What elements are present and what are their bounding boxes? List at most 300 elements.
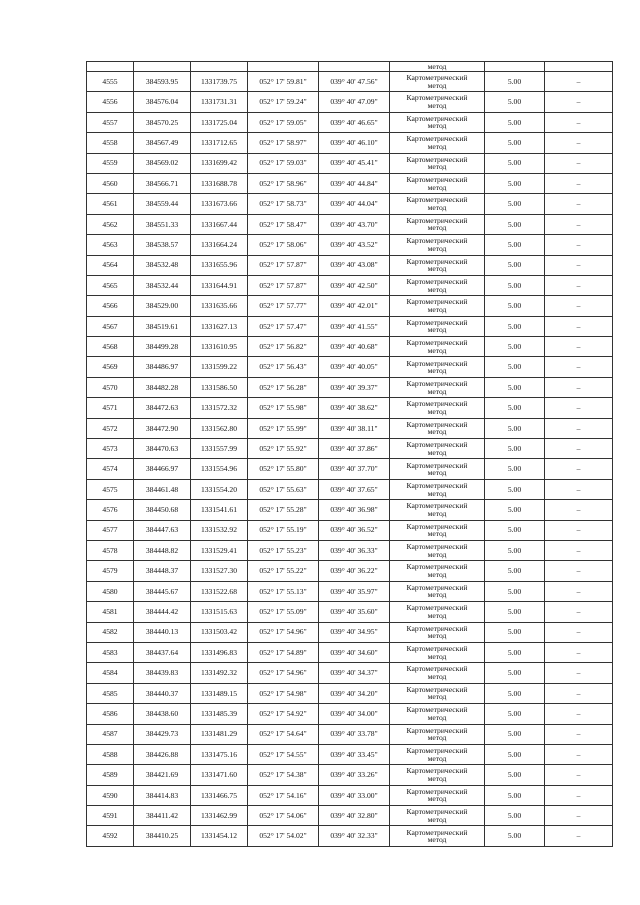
longitude-cell: 039° 40' 44.04" bbox=[319, 194, 390, 214]
method-text: метод bbox=[427, 488, 447, 498]
latitude-cell: 052° 17' 54.16" bbox=[248, 785, 319, 805]
method-text: Картометрический bbox=[406, 582, 468, 592]
y-coordinate-cell: 1331731.31 bbox=[191, 92, 248, 112]
longitude-cell: 039° 40' 36.52" bbox=[319, 520, 390, 540]
point-number-cell: 4578 bbox=[87, 540, 134, 560]
method-text: Картометрический bbox=[406, 338, 468, 348]
method-cell bbox=[390, 479, 485, 499]
dash-cell: – bbox=[545, 724, 613, 744]
method-text: метод bbox=[427, 223, 447, 233]
accuracy-cell: 5.00 bbox=[485, 214, 545, 234]
latitude-cell: 052° 17' 57.77" bbox=[248, 296, 319, 316]
method-text: метод bbox=[427, 692, 447, 702]
method-text: метод bbox=[427, 672, 447, 682]
latitude-cell: 052° 17' 55.22" bbox=[248, 561, 319, 581]
y-coordinate-cell: 1331496.83 bbox=[191, 642, 248, 662]
table-row bbox=[87, 459, 613, 479]
accuracy-cell: 5.00 bbox=[485, 377, 545, 397]
method-text: метод bbox=[427, 101, 447, 111]
latitude-cell: 052° 17' 59.03" bbox=[248, 153, 319, 173]
longitude-cell: 039° 40' 36.98" bbox=[319, 500, 390, 520]
longitude-cell: 039° 40' 34.60" bbox=[319, 642, 390, 662]
point-number-cell: 4581 bbox=[87, 602, 134, 622]
accuracy-cell: 5.00 bbox=[485, 153, 545, 173]
point-number-cell: 4591 bbox=[87, 806, 134, 826]
point-number-cell: 4555 bbox=[87, 72, 134, 92]
method-text: метод bbox=[427, 80, 447, 90]
method-text: Картометрический bbox=[406, 175, 468, 185]
x-coordinate-cell: 384438.60 bbox=[134, 704, 191, 724]
method-cell bbox=[390, 398, 485, 418]
accuracy-cell: 5.00 bbox=[485, 642, 545, 662]
longitude-cell: 039° 40' 47.56" bbox=[319, 72, 390, 92]
accuracy-cell: 5.00 bbox=[485, 683, 545, 703]
dash-cell: – bbox=[545, 418, 613, 438]
longitude-cell: 039° 40' 38.62" bbox=[319, 398, 390, 418]
method-text: метод bbox=[427, 753, 447, 763]
y-coordinate-cell: 1331655.96 bbox=[191, 255, 248, 275]
latitude-cell: 052° 17' 58.47" bbox=[248, 214, 319, 234]
method-text: Картометрический bbox=[406, 378, 468, 388]
coordinates-table bbox=[86, 61, 613, 847]
y-coordinate-cell: 1331572.32 bbox=[191, 398, 248, 418]
cell-empty bbox=[191, 62, 248, 72]
latitude-cell: 052° 17' 55.23" bbox=[248, 540, 319, 560]
longitude-cell: 039° 40' 47.09" bbox=[319, 92, 390, 112]
y-coordinate-cell: 1331454.12 bbox=[191, 826, 248, 846]
x-coordinate-cell: 384450.68 bbox=[134, 500, 191, 520]
longitude-cell: 039° 40' 39.37" bbox=[319, 377, 390, 397]
dash-cell: – bbox=[545, 316, 613, 336]
latitude-cell: 052° 17' 55.63" bbox=[248, 479, 319, 499]
method-cell bbox=[390, 235, 485, 255]
accuracy-cell: 5.00 bbox=[485, 479, 545, 499]
dash-cell: – bbox=[545, 744, 613, 764]
x-coordinate-cell: 384461.48 bbox=[134, 479, 191, 499]
accuracy-cell: 5.00 bbox=[485, 173, 545, 193]
method-cell bbox=[390, 744, 485, 764]
latitude-cell: 052° 17' 56.82" bbox=[248, 337, 319, 357]
method-text: метод bbox=[427, 631, 447, 641]
latitude-cell: 052° 17' 54.92" bbox=[248, 704, 319, 724]
method-cell bbox=[390, 112, 485, 132]
y-coordinate-cell: 1331627.13 bbox=[191, 316, 248, 336]
x-coordinate-cell: 384529.00 bbox=[134, 296, 191, 316]
accuracy-cell: 5.00 bbox=[485, 785, 545, 805]
y-coordinate-cell: 1331492.32 bbox=[191, 663, 248, 683]
latitude-cell: 052° 17' 55.99" bbox=[248, 418, 319, 438]
dash-cell: – bbox=[545, 806, 613, 826]
point-number-cell: 4584 bbox=[87, 663, 134, 683]
longitude-cell: 039° 40' 42.50" bbox=[319, 275, 390, 295]
table-row bbox=[87, 724, 613, 744]
point-number-cell: 4568 bbox=[87, 337, 134, 357]
y-coordinate-cell: 1331481.29 bbox=[191, 724, 248, 744]
point-number-cell: 4563 bbox=[87, 235, 134, 255]
accuracy-cell: 5.00 bbox=[485, 112, 545, 132]
point-number-cell: 4566 bbox=[87, 296, 134, 316]
dash-cell: – bbox=[545, 214, 613, 234]
y-coordinate-cell: 1331699.42 bbox=[191, 153, 248, 173]
dash-cell: – bbox=[545, 642, 613, 662]
method-text: метод bbox=[427, 712, 447, 722]
cell-empty bbox=[87, 62, 134, 72]
accuracy-cell: 5.00 bbox=[485, 663, 545, 683]
accuracy-cell: 5.00 bbox=[485, 439, 545, 459]
method-tail-cell bbox=[390, 62, 485, 72]
method-cell bbox=[390, 561, 485, 581]
x-coordinate-cell: 384519.61 bbox=[134, 316, 191, 336]
longitude-cell: 039° 40' 46.10" bbox=[319, 133, 390, 153]
longitude-cell: 039° 40' 42.01" bbox=[319, 296, 390, 316]
latitude-cell: 052° 17' 58.97" bbox=[248, 133, 319, 153]
accuracy-cell: 5.00 bbox=[485, 296, 545, 316]
method-cell bbox=[390, 255, 485, 275]
y-coordinate-cell: 1331475.16 bbox=[191, 744, 248, 764]
dash-cell: – bbox=[545, 663, 613, 683]
cell-empty bbox=[485, 62, 545, 72]
longitude-cell: 039° 40' 46.65" bbox=[319, 112, 390, 132]
x-coordinate-cell: 384444.42 bbox=[134, 602, 191, 622]
latitude-cell: 052° 17' 56.43" bbox=[248, 357, 319, 377]
method-text: метод bbox=[427, 835, 447, 845]
dash-cell: – bbox=[545, 357, 613, 377]
y-coordinate-cell: 1331485.39 bbox=[191, 704, 248, 724]
accuracy-cell: 5.00 bbox=[485, 133, 545, 153]
y-coordinate-cell: 1331489.15 bbox=[191, 683, 248, 703]
table-row bbox=[87, 296, 613, 316]
latitude-cell: 052° 17' 54.06" bbox=[248, 806, 319, 826]
point-number-cell: 4565 bbox=[87, 275, 134, 295]
method-text: Картометрический bbox=[406, 603, 468, 613]
accuracy-cell: 5.00 bbox=[485, 826, 545, 846]
latitude-cell: 052° 17' 59.24" bbox=[248, 92, 319, 112]
point-number-cell: 4582 bbox=[87, 622, 134, 642]
method-text: метод bbox=[427, 366, 447, 376]
method-cell bbox=[390, 194, 485, 214]
dash-cell: – bbox=[545, 153, 613, 173]
method-cell bbox=[390, 92, 485, 112]
longitude-cell: 039° 40' 33.78" bbox=[319, 724, 390, 744]
x-coordinate-cell: 384421.69 bbox=[134, 765, 191, 785]
method-text: метод bbox=[427, 468, 447, 478]
latitude-cell: 052° 17' 58.96" bbox=[248, 173, 319, 193]
y-coordinate-cell: 1331515.63 bbox=[191, 602, 248, 622]
method-text: Картометрический bbox=[406, 215, 468, 225]
method-text: Картометрический bbox=[406, 807, 468, 817]
x-coordinate-cell: 384576.04 bbox=[134, 92, 191, 112]
table-row bbox=[87, 581, 613, 601]
table-row bbox=[87, 785, 613, 805]
dash-cell: – bbox=[545, 826, 613, 846]
latitude-cell: 052° 17' 59.81" bbox=[248, 72, 319, 92]
point-number-cell: 4573 bbox=[87, 439, 134, 459]
longitude-cell: 039° 40' 37.65" bbox=[319, 479, 390, 499]
point-number-cell: 4562 bbox=[87, 214, 134, 234]
method-text: Картометрический bbox=[406, 256, 468, 266]
longitude-cell: 039° 40' 38.11" bbox=[319, 418, 390, 438]
table-row bbox=[87, 479, 613, 499]
table-row bbox=[87, 357, 613, 377]
longitude-cell: 039° 40' 35.97" bbox=[319, 581, 390, 601]
method-text: Картометрический bbox=[406, 644, 468, 654]
method-cell bbox=[390, 459, 485, 479]
method-text: Картометрический bbox=[406, 827, 468, 837]
latitude-cell: 052° 17' 54.55" bbox=[248, 744, 319, 764]
method-text: Картометрический bbox=[406, 521, 468, 531]
method-text: метод bbox=[427, 406, 447, 416]
longitude-cell: 039° 40' 33.00" bbox=[319, 785, 390, 805]
table-row bbox=[87, 561, 613, 581]
method-text: метод bbox=[427, 508, 447, 518]
table-row bbox=[87, 602, 613, 622]
method-text: Картометрический bbox=[406, 480, 468, 490]
y-coordinate-cell: 1331688.78 bbox=[191, 173, 248, 193]
method-text: метод bbox=[427, 243, 447, 253]
method-cell bbox=[390, 133, 485, 153]
longitude-cell: 039° 40' 34.37" bbox=[319, 663, 390, 683]
method-text: Картометрический bbox=[406, 195, 468, 205]
method-text: метод bbox=[427, 325, 447, 335]
x-coordinate-cell: 384532.48 bbox=[134, 255, 191, 275]
y-coordinate-cell: 1331610.95 bbox=[191, 337, 248, 357]
continued-row bbox=[87, 62, 613, 72]
point-number-cell: 4564 bbox=[87, 255, 134, 275]
method-text: метод bbox=[427, 590, 447, 600]
method-cell bbox=[390, 377, 485, 397]
x-coordinate-cell: 384448.37 bbox=[134, 561, 191, 581]
table-row bbox=[87, 704, 613, 724]
method-cell bbox=[390, 581, 485, 601]
accuracy-cell: 5.00 bbox=[485, 520, 545, 540]
latitude-cell: 052° 17' 59.05" bbox=[248, 112, 319, 132]
longitude-cell: 039° 40' 32.33" bbox=[319, 826, 390, 846]
method-text: метод bbox=[427, 345, 447, 355]
y-coordinate-cell: 1331664.24 bbox=[191, 235, 248, 255]
x-coordinate-cell: 384486.97 bbox=[134, 357, 191, 377]
method-text: Картометрический bbox=[406, 277, 468, 286]
method-cell bbox=[390, 683, 485, 703]
point-number-cell: 4571 bbox=[87, 398, 134, 418]
y-coordinate-cell: 1331554.20 bbox=[191, 479, 248, 499]
method-text: метод bbox=[427, 570, 447, 580]
accuracy-cell: 5.00 bbox=[485, 540, 545, 560]
table-row bbox=[87, 398, 613, 418]
method-text: Картометрический bbox=[406, 623, 468, 633]
longitude-cell: 039° 40' 41.55" bbox=[319, 316, 390, 336]
method-text: Картометрический bbox=[406, 399, 468, 409]
method-cell bbox=[390, 540, 485, 560]
x-coordinate-cell: 384593.95 bbox=[134, 72, 191, 92]
table-row bbox=[87, 275, 613, 295]
latitude-cell: 052° 17' 56.28" bbox=[248, 377, 319, 397]
longitude-cell: 039° 40' 33.26" bbox=[319, 765, 390, 785]
method-text: метод bbox=[427, 610, 447, 620]
method-text: Картометрический bbox=[406, 113, 468, 123]
accuracy-cell: 5.00 bbox=[485, 744, 545, 764]
latitude-cell: 052° 17' 54.02" bbox=[248, 826, 319, 846]
method-text: Картометрический bbox=[406, 317, 468, 327]
accuracy-cell: 5.00 bbox=[485, 765, 545, 785]
x-coordinate-cell: 384499.28 bbox=[134, 337, 191, 357]
table-row bbox=[87, 255, 613, 275]
accuracy-cell: 5.00 bbox=[485, 704, 545, 724]
x-coordinate-cell: 384448.82 bbox=[134, 540, 191, 560]
method-cell bbox=[390, 357, 485, 377]
method-cell bbox=[390, 785, 485, 805]
accuracy-cell: 5.00 bbox=[485, 255, 545, 275]
dash-cell: – bbox=[545, 398, 613, 418]
accuracy-cell: 5.00 bbox=[485, 561, 545, 581]
longitude-cell: 039° 40' 32.80" bbox=[319, 806, 390, 826]
dash-cell: – bbox=[545, 479, 613, 499]
table-row bbox=[87, 622, 613, 642]
point-number-cell: 4570 bbox=[87, 377, 134, 397]
point-number-cell: 4579 bbox=[87, 561, 134, 581]
latitude-cell: 052° 17' 54.38" bbox=[248, 765, 319, 785]
method-cell bbox=[390, 500, 485, 520]
dash-cell: – bbox=[545, 704, 613, 724]
latitude-cell: 052° 17' 55.92" bbox=[248, 439, 319, 459]
cell-empty bbox=[248, 62, 319, 72]
latitude-cell: 052° 17' 54.96" bbox=[248, 663, 319, 683]
y-coordinate-cell: 1331541.61 bbox=[191, 500, 248, 520]
method-text: Картометрический bbox=[406, 297, 468, 307]
table-row bbox=[87, 133, 613, 153]
point-number-cell: 4557 bbox=[87, 112, 134, 132]
longitude-cell: 039° 40' 40.05" bbox=[319, 357, 390, 377]
latitude-cell: 052° 17' 54.96" bbox=[248, 622, 319, 642]
longitude-cell: 039° 40' 43.52" bbox=[319, 235, 390, 255]
cell-empty bbox=[545, 62, 613, 72]
x-coordinate-cell: 384482.28 bbox=[134, 377, 191, 397]
y-coordinate-cell: 1331739.75 bbox=[191, 72, 248, 92]
method-text: метод bbox=[427, 162, 447, 172]
point-number-cell: 4583 bbox=[87, 642, 134, 662]
method-cell bbox=[390, 173, 485, 193]
method-tail-text: метод bbox=[427, 61, 447, 71]
cell-empty bbox=[319, 62, 390, 72]
method-text: Картометрический bbox=[406, 705, 468, 715]
method-text: Картометрический bbox=[406, 460, 468, 470]
y-coordinate-cell: 1331462.99 bbox=[191, 806, 248, 826]
table-row bbox=[87, 663, 613, 683]
x-coordinate-cell: 384426.88 bbox=[134, 744, 191, 764]
x-coordinate-cell: 384470.63 bbox=[134, 439, 191, 459]
accuracy-cell: 5.00 bbox=[485, 724, 545, 744]
longitude-cell: 039° 40' 34.20" bbox=[319, 683, 390, 703]
point-number-cell: 4576 bbox=[87, 500, 134, 520]
accuracy-cell: 5.00 bbox=[485, 500, 545, 520]
table-row bbox=[87, 377, 613, 397]
y-coordinate-cell: 1331712.65 bbox=[191, 133, 248, 153]
latitude-cell: 052° 17' 54.98" bbox=[248, 683, 319, 703]
method-cell bbox=[390, 520, 485, 540]
dash-cell: – bbox=[545, 377, 613, 397]
table-row bbox=[87, 520, 613, 540]
coordinates-table-body bbox=[87, 62, 613, 847]
x-coordinate-cell: 384472.90 bbox=[134, 418, 191, 438]
x-coordinate-cell: 384411.42 bbox=[134, 806, 191, 826]
y-coordinate-cell: 1331532.92 bbox=[191, 520, 248, 540]
longitude-cell: 039° 40' 34.95" bbox=[319, 622, 390, 642]
x-coordinate-cell: 384447.63 bbox=[134, 520, 191, 540]
method-text: Картометрический bbox=[406, 542, 468, 552]
table-row bbox=[87, 642, 613, 662]
dash-cell: – bbox=[545, 92, 613, 112]
method-text: Картометрический bbox=[406, 684, 468, 694]
method-text: метод bbox=[427, 794, 447, 804]
longitude-cell: 039° 40' 40.68" bbox=[319, 337, 390, 357]
method-text: Картометрический bbox=[406, 562, 468, 572]
longitude-cell: 039° 40' 43.08" bbox=[319, 255, 390, 275]
accuracy-cell: 5.00 bbox=[485, 357, 545, 377]
x-coordinate-cell: 384410.25 bbox=[134, 826, 191, 846]
method-text: метод bbox=[427, 304, 447, 314]
method-text: метод bbox=[427, 549, 447, 559]
method-text: метод bbox=[427, 651, 447, 661]
y-coordinate-cell: 1331466.75 bbox=[191, 785, 248, 805]
method-cell bbox=[390, 296, 485, 316]
method-cell bbox=[390, 622, 485, 642]
point-number-cell: 4589 bbox=[87, 765, 134, 785]
dash-cell: – bbox=[545, 500, 613, 520]
point-number-cell: 4590 bbox=[87, 785, 134, 805]
table-row bbox=[87, 683, 613, 703]
y-coordinate-cell: 1331635.66 bbox=[191, 296, 248, 316]
latitude-cell: 052° 17' 54.64" bbox=[248, 724, 319, 744]
method-text: Картометрический bbox=[406, 419, 468, 429]
longitude-cell: 039° 40' 44.84" bbox=[319, 173, 390, 193]
longitude-cell: 039° 40' 37.86" bbox=[319, 439, 390, 459]
method-text: Картометрический bbox=[406, 236, 468, 246]
longitude-cell: 039° 40' 33.45" bbox=[319, 744, 390, 764]
x-coordinate-cell: 384437.64 bbox=[134, 642, 191, 662]
y-coordinate-cell: 1331557.99 bbox=[191, 439, 248, 459]
latitude-cell: 052° 17' 57.87" bbox=[248, 255, 319, 275]
table-row bbox=[87, 337, 613, 357]
accuracy-cell: 5.00 bbox=[485, 316, 545, 336]
accuracy-cell: 5.00 bbox=[485, 235, 545, 255]
method-text: Картометрический bbox=[406, 358, 468, 368]
x-coordinate-cell: 384538.57 bbox=[134, 235, 191, 255]
latitude-cell: 052° 17' 54.89" bbox=[248, 642, 319, 662]
latitude-cell: 052° 17' 57.87" bbox=[248, 275, 319, 295]
y-coordinate-cell: 1331554.96 bbox=[191, 459, 248, 479]
y-coordinate-cell: 1331503.42 bbox=[191, 622, 248, 642]
method-text: Картометрический bbox=[406, 745, 468, 755]
method-text: метод bbox=[427, 773, 447, 783]
longitude-cell: 039° 40' 36.22" bbox=[319, 561, 390, 581]
accuracy-cell: 5.00 bbox=[485, 398, 545, 418]
x-coordinate-cell: 384551.33 bbox=[134, 214, 191, 234]
point-number-cell: 4561 bbox=[87, 194, 134, 214]
method-text: Картометрический bbox=[406, 134, 468, 144]
method-cell bbox=[390, 642, 485, 662]
dash-cell: – bbox=[545, 785, 613, 805]
dash-cell: – bbox=[545, 72, 613, 92]
method-text: Картометрический bbox=[406, 725, 468, 735]
method-cell bbox=[390, 439, 485, 459]
latitude-cell: 052° 17' 57.47" bbox=[248, 316, 319, 336]
accuracy-cell: 5.00 bbox=[485, 806, 545, 826]
table-row bbox=[87, 173, 613, 193]
dash-cell: – bbox=[545, 194, 613, 214]
latitude-cell: 052° 17' 55.13" bbox=[248, 581, 319, 601]
table-row bbox=[87, 194, 613, 214]
x-coordinate-cell: 384414.83 bbox=[134, 785, 191, 805]
x-coordinate-cell: 384466.97 bbox=[134, 459, 191, 479]
